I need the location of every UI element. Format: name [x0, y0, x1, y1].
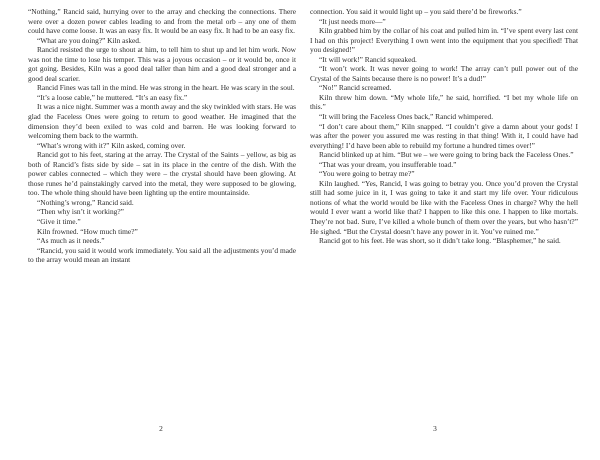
paragraph: “You were going to betray me?” — [319, 169, 415, 179]
paragraph: Rancid blinked up at him. “But we – we were going to bring back the Faceless Ones.” — [319, 150, 574, 160]
paragraph: It was a nice night. Summer was a month away and the sky twinkled with stars. He was glad the Faceless Ones were going to return to good weather. He imagined that the dimension they’d been exiled to was cold and barren. He was looking forward to welcoming them back to the warmth. — [28, 102, 296, 141]
paragraph: “What are you doing?” Kiln asked. — [37, 35, 141, 45]
paragraph: “What’s wrong with it?” Kiln asked, coming over. — [37, 140, 186, 150]
paragraph: “Then why isn’t it working?” — [37, 207, 124, 217]
page-number: 2 — [159, 424, 163, 433]
paragraph: “As much as it needs.” — [37, 236, 105, 246]
paragraph: “Nothing’s wrong,” Rancid said. — [37, 197, 134, 207]
paragraph: “Rancid, you said it would work immediately. You said all the adjustments you’d made to the array would mean an instant — [28, 245, 296, 265]
paragraph: Rancid Fines was tall in the mind. He was strong in the heart. He was scary in the soul. — [37, 83, 295, 93]
paragraph: Rancid got to his feet, staring at the array. The Crystal of the Saints – yellow, as big as both of Rancid’s fists side by side – sat in its place in the centre of the dish. With the power cables connected – which they were – the crystal should have been glowing. At those runes he’d painstakingly carved into the metal, they were supposed to be glowing, too. The whole thing should have been lighting up the entire mountainside. — [28, 150, 296, 198]
paragraph: Kiln laughed. “Yes, Rancid, I was going to betray you. Once you’d proven the Crystal still had some juice in it, I was going to take it and start my life over. Your ridiculous notions of what the world would be like with the Faceless Ones in charge? Why the hell would I ever want a world like that? I happen to like this one. I happen to like mortals. They’re not bad. Sure, I’ve killed a whole bunch of them over the years, but who hasn’t?” He sighed. “But the Crystal doesn’t have any power in it. You’ve ruined me.” — [310, 178, 578, 236]
paragraph: Rancid resisted the urge to shout at him, to tell him to shut up and let him work. Now was not the time to lose his temper. This was a joyous occasion – or it would be, once it got going. Besides, Kiln was a good deal taller than him and a good deal stronger and a good deal scarier. — [28, 45, 296, 83]
paragraph: “It will work!” Rancid squeaked. — [319, 54, 417, 64]
paragraph: “It just needs more—” — [319, 16, 386, 26]
left-page — [28, 7, 296, 422]
paragraph: Kiln threw him down. “My whole life,” he said, horrified. “I bet my whole life on this.” — [310, 92, 578, 112]
page-number: 3 — [433, 424, 437, 433]
paragraph: connection. You said it would light up – you said there’d be fireworks.” — [310, 7, 522, 16]
paragraph: “It’s a loose cable,” he muttered. “It’s an easy fix.” — [37, 92, 188, 102]
paragraph: “That was your dream, you insufferable toad.” — [319, 159, 457, 169]
paragraph: “Give it time.” — [37, 217, 81, 227]
paragraph: “Nothing,” Rancid said, hurrying over to the array and checking the connections. There were over a dozen power cables leading to and from the metal orb – any one of them could have come loose. It was an easy fix. It would be an easy fix. It had to be an easy fix. — [28, 7, 296, 36]
paragraph: Rancid got to his feet. He was short, so it didn’t take long. “Blasphemer,” he said. — [319, 236, 561, 246]
paragraph: Kiln frowned. “How much time?” — [37, 226, 138, 236]
paragraph: Kiln grabbed him by the collar of his coat and pulled him in. “I’ve spent every last cent I had on this project! Everything I own went into the equipment that you specified! That you designed!” — [310, 26, 578, 55]
paragraph: “It will bring the Faceless Ones back,” Rancid whimpered. — [319, 112, 494, 122]
paragraph: “I don’t care about them,” Kiln snapped. “I couldn’t give a damn about your gods! I was after the power you assured me was resting in that thing! With it, I could have had everything! I’d have been able to rebuild my fortune a hundred times over!” — [310, 121, 578, 150]
paragraph: “No!” Rancid screamed. — [319, 83, 392, 93]
right-page — [310, 7, 578, 422]
paragraph: “It won’t work. It was never going to work! The array can’t pull power out of the Crystal of the Saints because there is no power! It’s a dud!” — [310, 64, 578, 83]
